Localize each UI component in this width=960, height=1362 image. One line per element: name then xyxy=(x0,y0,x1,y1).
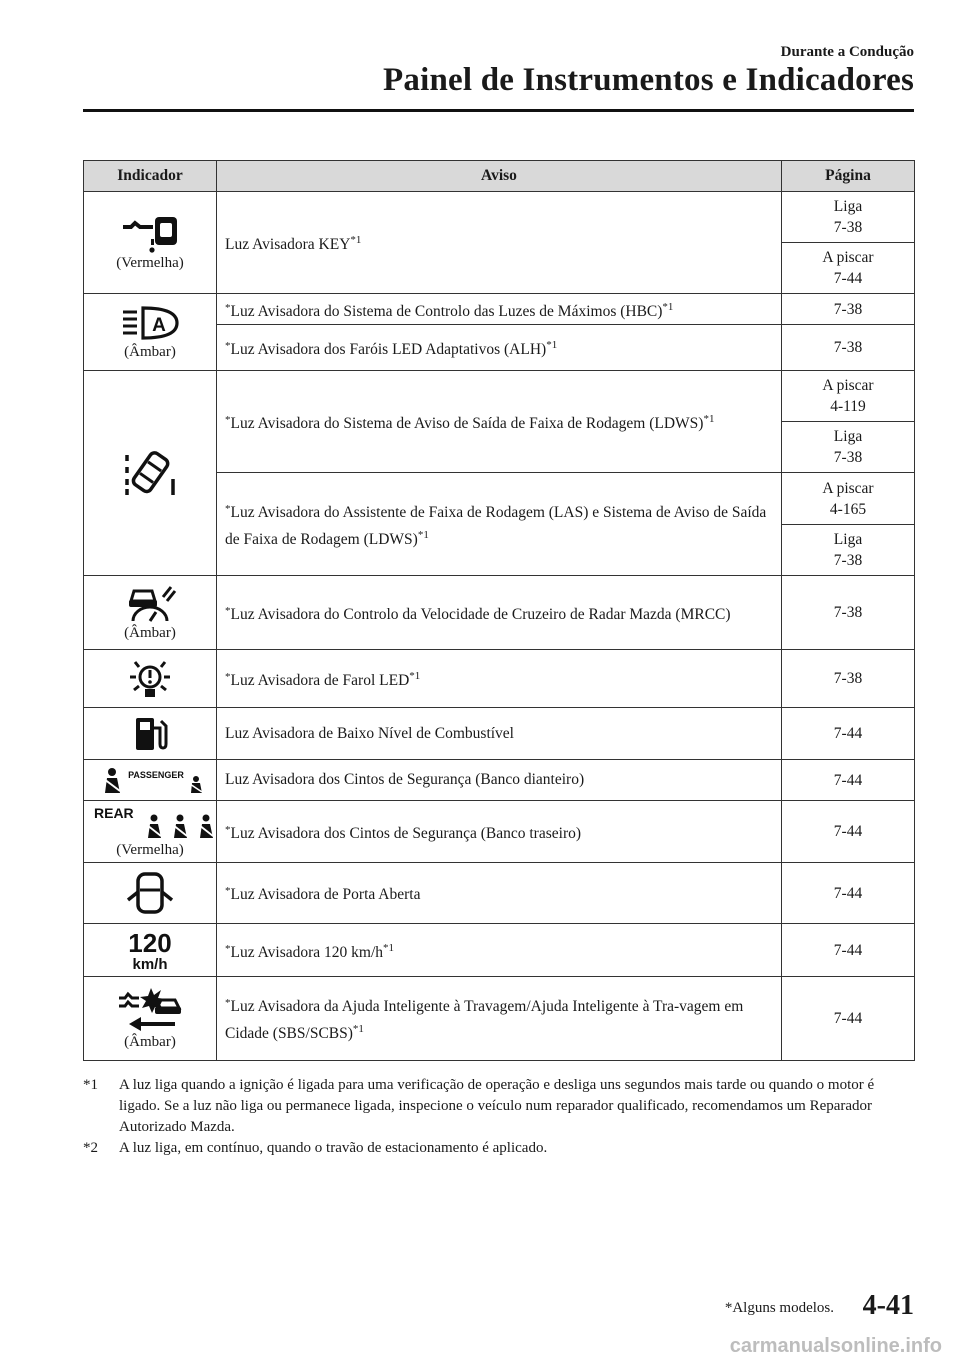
column-header-indicator: Indicador xyxy=(84,161,217,192)
indicator-cell xyxy=(84,576,217,650)
page-ref: 4-119 xyxy=(830,398,866,415)
page-cell xyxy=(782,977,915,1061)
page-cell xyxy=(782,294,915,325)
table-row xyxy=(84,977,915,1061)
page-ref: 7-44 xyxy=(833,1010,863,1027)
page-cell xyxy=(782,576,915,650)
warning-cell xyxy=(217,708,782,760)
some-models-mark: * xyxy=(225,340,231,352)
table-row xyxy=(84,760,915,801)
warning-text: Luz Avisadora do Sistema de Controlo das Luzes de Máximos (HBC) xyxy=(230,302,663,320)
page-ref: 7-44 xyxy=(833,941,863,959)
speed-unit: km/h xyxy=(132,956,168,972)
footnote xyxy=(83,1075,913,1138)
page-ref: 7-38 xyxy=(833,670,863,687)
color-label: (Vermelha) xyxy=(116,842,184,858)
color-label: (Âmbar) xyxy=(124,1034,176,1050)
lane-departure-icon xyxy=(121,449,179,497)
warning-text: Luz Avisadora da Ajuda Inteligente à Travagem/Ajuda Inteligente à Tra-vagem em Cidade (SBS/SCBS) xyxy=(225,998,744,1042)
page-state: A piscar xyxy=(822,249,874,266)
warning-text: Luz Avisadora KEY xyxy=(225,236,351,253)
indicator-cell xyxy=(84,294,217,371)
page-cell xyxy=(782,325,915,371)
some-models-mark: * xyxy=(225,885,231,897)
footnote-ref: *1 xyxy=(352,1023,364,1035)
footnote-ref: *1 xyxy=(662,300,674,313)
key-warning-icon xyxy=(119,213,181,253)
page-cell xyxy=(782,650,915,708)
warning-cell xyxy=(217,650,782,708)
warning-text: Luz Avisadora de Baixo Nível de Combustível xyxy=(225,724,514,742)
footnote-ref: *1 xyxy=(383,941,395,954)
some-models-mark: * xyxy=(225,301,231,314)
indicator-cell xyxy=(84,708,217,760)
table-row xyxy=(84,863,915,924)
table-row xyxy=(84,650,915,708)
warning-cell xyxy=(217,924,782,977)
warning-text: Luz Avisadora do Assistente de Faixa de Rodagem (LAS) e Sistema de Aviso de Saída de Faixa de Rodagem (LDWS) xyxy=(225,503,767,548)
warning-cell xyxy=(217,801,782,863)
table-row xyxy=(84,708,915,760)
warning-cell xyxy=(217,294,782,325)
page-cell xyxy=(782,863,915,924)
page-cell xyxy=(782,243,915,294)
warning-cell xyxy=(217,371,782,473)
warning-text: Luz Avisadora de Farol LED xyxy=(230,672,410,689)
some-models-mark: * xyxy=(225,414,231,426)
warning-cell xyxy=(217,473,782,576)
speed-number: 120 xyxy=(128,928,172,958)
footnote-text: A luz liga quando a ignição é ligada para uma verificação de operação e desliga uns segundos mais tarde ou quando o motor é ligado. Se a luz não liga ou permanece ligada, inspecione o veículo num reparador qualificado, recomendamos um Reparador Autorizado Mazda. xyxy=(119,1077,875,1135)
table-row xyxy=(84,371,915,422)
some-models-mark: * xyxy=(225,604,231,617)
warning-cell xyxy=(217,760,782,801)
watermark: carmanualsonline.info xyxy=(729,1335,942,1357)
footnote-mark: *1 xyxy=(83,1077,98,1093)
indicator-cell xyxy=(84,760,217,801)
some-models-mark: * xyxy=(225,997,231,1009)
table-row xyxy=(84,576,915,650)
color-label: (Âmbar) xyxy=(124,343,176,360)
seatbelt-front-icon xyxy=(92,765,212,795)
page-ref: 7-38 xyxy=(833,604,863,621)
footnote-mark: *2 xyxy=(83,1140,98,1156)
page-cell xyxy=(782,422,915,473)
rear-label: REAR xyxy=(94,805,134,821)
high-beam-auto-icon xyxy=(119,304,181,342)
indicator-cell xyxy=(84,371,217,576)
footnote-text: A luz liga, em contínuo, quando o travão de estacionamento é aplicado. xyxy=(119,1140,548,1156)
page-cell xyxy=(782,371,915,422)
footnote-ref: *1 xyxy=(350,234,362,246)
warning-text: Luz Avisadora dos Cintos de Segurança (Banco dianteiro) xyxy=(225,771,585,788)
indicator-cell xyxy=(84,192,217,294)
speed-120-icon xyxy=(119,928,181,972)
indicator-table xyxy=(83,160,915,1061)
svg-text:A: A xyxy=(152,314,166,336)
page-ref: 7-44 xyxy=(833,771,863,789)
page-ref: 7-44 xyxy=(833,270,863,287)
warning-text: Luz Avisadora de Porta Aberta xyxy=(230,886,421,903)
indicator-cell xyxy=(84,801,217,863)
section-label: Durante a Condução xyxy=(780,44,914,60)
table-row xyxy=(84,801,915,863)
some-models-mark: * xyxy=(225,671,231,683)
table-row xyxy=(84,192,915,243)
warning-cell xyxy=(217,576,782,650)
smart-brake-icon xyxy=(115,986,185,1032)
seatbelt-rear-icon xyxy=(92,804,218,840)
page-ref: 7-44 xyxy=(833,823,863,840)
page-ref: 7-38 xyxy=(833,219,863,236)
fuel-pump-icon xyxy=(130,714,170,754)
page-ref: 7-44 xyxy=(833,884,863,902)
indicator-cell xyxy=(84,924,217,977)
page-cell xyxy=(782,192,915,243)
table-row xyxy=(84,294,915,325)
header-rule xyxy=(83,109,914,112)
page-ref: 7-44 xyxy=(833,725,863,742)
warning-text: Luz Avisadora 120 km/h xyxy=(230,943,384,961)
page-cell xyxy=(782,525,915,576)
some-models-mark: * xyxy=(225,502,231,515)
indicator-cell xyxy=(84,977,217,1061)
column-header-page: Página xyxy=(782,161,915,192)
some-models-mark: * xyxy=(225,823,231,836)
led-headlight-warning-icon xyxy=(119,657,181,701)
page-cell xyxy=(782,924,915,977)
page-state: Liga xyxy=(833,531,863,548)
page-state: Liga xyxy=(833,198,863,215)
warning-cell xyxy=(217,863,782,924)
page-cell xyxy=(782,801,915,863)
some-models-mark: * xyxy=(225,942,231,955)
table-row xyxy=(84,924,915,977)
footnote xyxy=(83,1138,913,1159)
indicator-cell xyxy=(84,863,217,924)
warning-cell xyxy=(217,977,782,1061)
color-label: (Âmbar) xyxy=(124,625,176,641)
page-cell xyxy=(782,760,915,801)
table-header-row xyxy=(84,161,915,192)
page-state: A piscar xyxy=(822,377,874,394)
some-models-note: *Alguns modelos. xyxy=(724,1300,834,1316)
footnote-ref: *1 xyxy=(417,528,429,541)
page-ref: 7-38 xyxy=(833,449,863,466)
page-ref: 7-38 xyxy=(833,552,863,569)
warning-text: Luz Avisadora dos Cintos de Segurança (Banco traseiro) xyxy=(230,824,582,842)
page-number: 4-41 xyxy=(862,1290,914,1321)
passenger-label: PASSENGER xyxy=(128,770,184,780)
column-header-warning: Aviso xyxy=(217,161,782,192)
radar-cruise-icon xyxy=(119,583,181,623)
footnote-ref: *1 xyxy=(703,413,715,425)
page-title: Painel de Instrumentos e Indicadores xyxy=(383,62,914,98)
footnote-ref: *1 xyxy=(409,670,421,682)
page-ref: 4-165 xyxy=(829,500,867,518)
footnotes xyxy=(83,1075,913,1159)
color-label: (Vermelha) xyxy=(116,255,184,271)
warning-text: Luz Avisadora do Sistema de Aviso de Saída de Faixa de Rodagem (LDWS) xyxy=(230,415,704,432)
indicator-cell xyxy=(84,650,217,708)
warning-text: Luz Avisadora do Controlo da Velocidade de Cruzeiro de Radar Mazda (MRCC) xyxy=(230,605,731,623)
page-ref: 7-38 xyxy=(833,339,863,356)
footnote-ref: *1 xyxy=(546,339,558,351)
page-ref: 7-38 xyxy=(833,300,863,318)
page-state: Liga xyxy=(833,428,863,445)
warning-cell xyxy=(217,192,782,294)
door-ajar-icon xyxy=(125,870,175,916)
page-state: A piscar xyxy=(822,479,874,497)
warning-text: Luz Avisadora dos Faróis LED Adaptativos (ALH) xyxy=(230,341,547,358)
warning-cell xyxy=(217,325,782,371)
page-cell xyxy=(782,473,915,525)
page-cell xyxy=(782,708,915,760)
